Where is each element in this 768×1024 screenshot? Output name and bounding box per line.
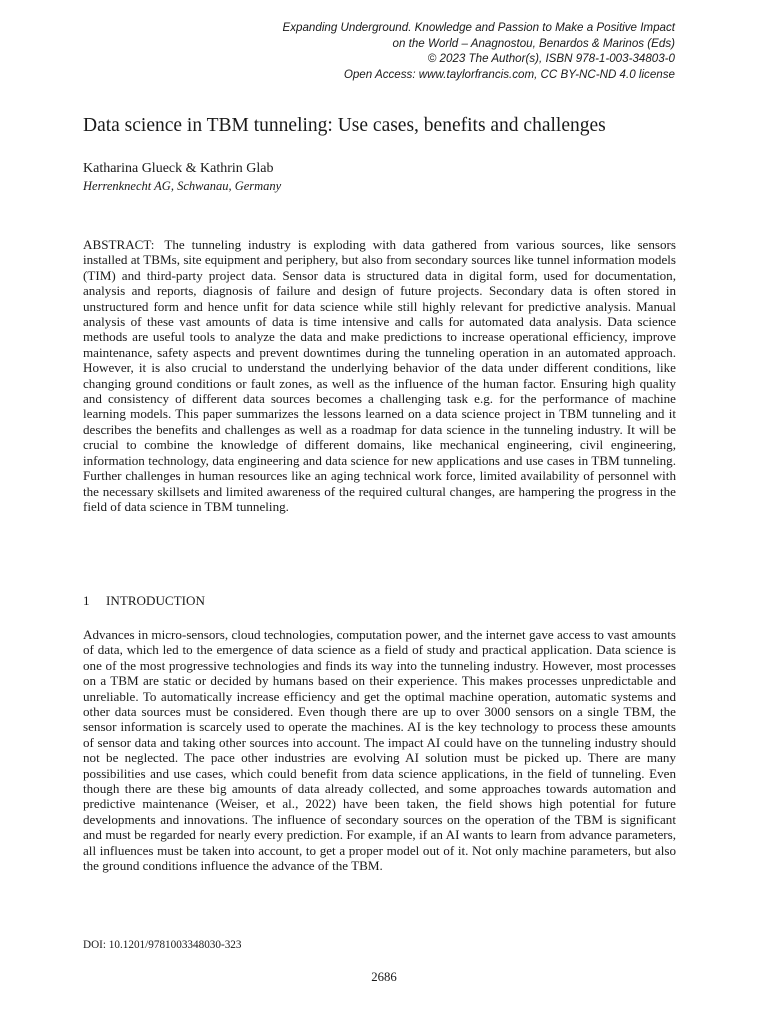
author-affiliation: Herrenknecht AG, Schwanau, Germany [83,179,282,193]
section-number: 1 [83,593,90,608]
paper-title: Data science in TBM tunneling: Use cases, benefits and challenges [83,115,606,136]
section-title: INTRODUCTION [106,593,205,608]
section-heading-introduction [83,593,205,609]
header-line-2: on the World – Anagnostou, Benardos & Marinos (Eds) [392,36,675,50]
paper-authors: Katharina Glueck & Kathrin Glab [83,161,274,176]
introduction-paragraph: Advances in micro-sensors, cloud technologies, computation power, and the internet gave access to vast amounts of data, which led to the emergence of data science as a field of study and practical application. Data science is one of the most progressive technologies and finds its way into the tunneling industry. However, most processes on a TBM are static or decided by humans based on their experience. This makes processes unpredictable and unreliable. To automatically increase efficiency and get the optimal machine operation, automatic systems and other data sources must be considered. Even though there are up to over 3000 sensors on a single TBM, the sensor information is scarcely used to operate the machines. AI is the key technology to process these amounts of sensor data and taking other sources into account. The impact AI could have on the tunneling industry should not be neglected. The pace other industries are evolving AI solution must be picked up. There are many possibilities and use cases, which could benefit from data science applications, in the field of tunneling. Even though there are these big amounts of data already collected, and some approaches towards automation and predictive maintenance (Weiser, et al., 2022) have been taken, the field shows high potential for future developments and innovations. The influence of secondary sources on the operation of the TBM is significant and must be regarded for nearly every prediction. For example, if an AI wants to learn from advance parameters, all influences must be taken into account, to get a proper model out of it. Not only machine parameters, but also the ground conditions influence the advance of the TBM. [83,627,676,874]
doi-footnote: DOI: 10.1201/9781003348030-323 [83,939,242,951]
header-line-3: © 2023 The Author(s), ISBN 978-1-003-34803-0 [427,52,675,65]
abstract-paragraph [83,237,676,514]
header-line-4: Open Access: www.taylorfrancis.com, CC BY-NC-ND 4.0 license [343,67,675,81]
running-header [283,20,676,82]
header-line-1: Expanding Underground. Knowledge and Passion to Make a Positive Impact [282,21,675,34]
abstract-text: The tunneling industry is exploding with data gathered from various sources, like sensors installed at TBMs, site equipment and periphery, but also from secondary sources like tunnel information models (TIM) and third-party project data. Sensor data is structured data in digital form, used for documentation, analysis and reports, diagnosis of failure and design of future projects. Secondary data is often stored in unstructured form and hence unfit for data science while still highly relevant for predictive analysis. Manual analysis of these vast amounts of data is time intensive and calls for automated data analysis. Data science methods are useful tools to analyze the data and make predictions to increase operational efficiency, improve maintenance, safety aspects and prevent downtimes during the tunneling operation in an automated approach. However, it is also crucial to understand the underlying behavior of the data under different conditions, like changing ground conditions or fault zones, as well as the influence of the human factor. Ensuring high quality and consistency of different data sources becomes a challenging task e.g. for the performance of machine learning models. This paper summarizes the lessons learned on a data science project in TBM tunneling and it describes the benefits and challenges as well as a roadmap for data science in the tunneling industry. It will be crucial to combine the knowledge of different domains, like mechanical engineering, civil engineering, information technology, data engineering and data science for new applications and use cases in TBM tunneling. Further challenges in human resources like an aging technical work force, limited availability of personnel with the necessary skillsets and limited awareness of the required cultural changes, are hampering the progress in the field of data science in TBM tunneling. [83,237,676,514]
page-number: 2686 [371,970,397,984]
abstract-label: ABSTRACT: [83,237,155,252]
